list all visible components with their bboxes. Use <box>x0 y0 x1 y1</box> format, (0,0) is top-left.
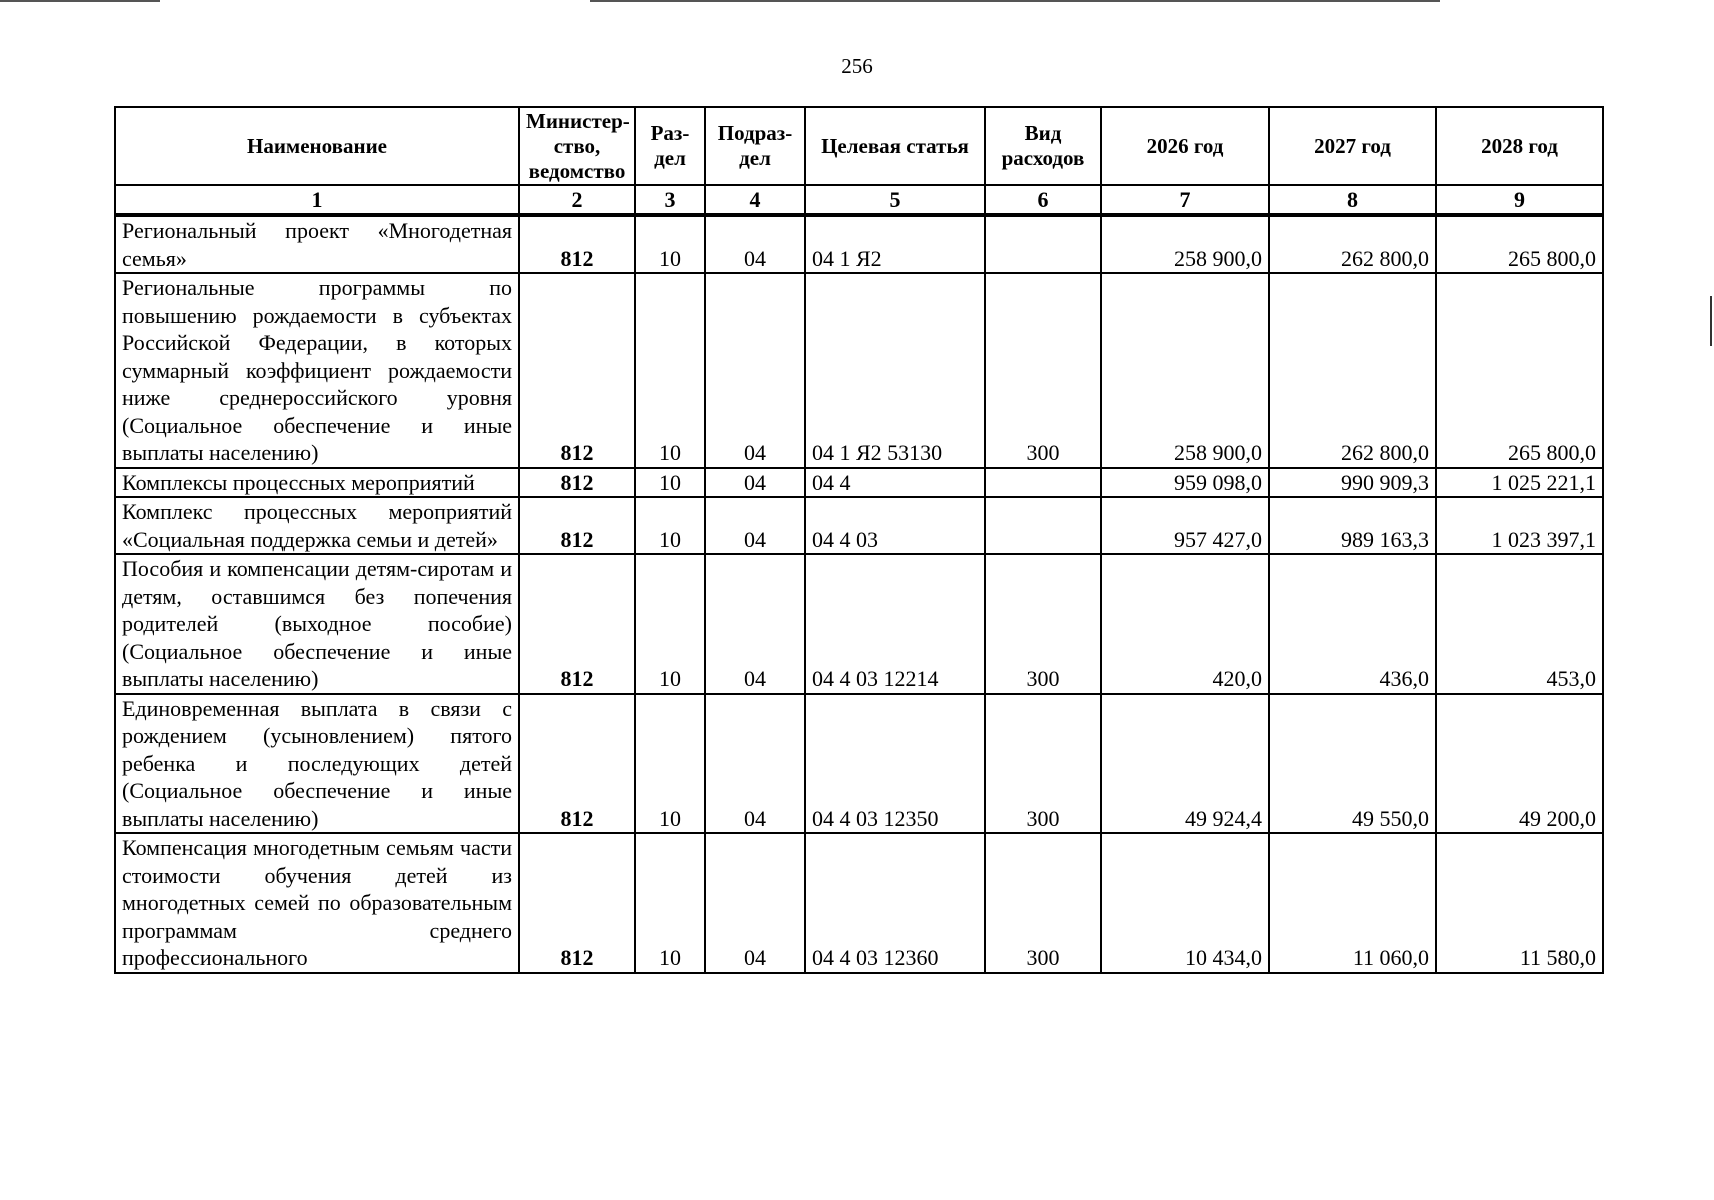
row-subsection: 04 <box>705 497 805 554</box>
table-row <box>115 833 1603 973</box>
scan-edge-line <box>0 0 160 2</box>
column-number: 6 <box>985 185 1101 215</box>
header-row <box>115 107 1603 185</box>
row-2027: 990 909,3 <box>1269 468 1436 498</box>
row-2028: 265 800,0 <box>1436 215 1603 273</box>
row-ministry: 812 <box>519 497 635 554</box>
header-2028: 2028 год <box>1436 107 1603 185</box>
row-name: Пособия и компенсации детям-сиротам и детям, оставшимся без попечения родителей (выходное пособие) (Социальное обеспечение и иные выплаты населению) <box>115 554 519 694</box>
row-2026: 258 900,0 <box>1101 273 1269 468</box>
row-target-article: 04 4 03 12214 <box>805 554 985 694</box>
table-row <box>115 468 1603 498</box>
table-row <box>115 694 1603 834</box>
row-expense-type: 300 <box>985 833 1101 973</box>
header-expense-type: Вид расходов <box>985 107 1101 185</box>
row-subsection: 04 <box>705 215 805 273</box>
row-expense-type <box>985 215 1101 273</box>
column-number: 1 <box>115 185 519 215</box>
column-number: 8 <box>1269 185 1436 215</box>
row-ministry: 812 <box>519 273 635 468</box>
row-name: Региональные программы по повышению рождаемости в субъектах Российской Федерации, в которых суммарный коэффициент рождаемости ниже среднероссийского уровня (Социальное обеспечение и иные выплаты населению) <box>115 273 519 468</box>
row-2028: 265 800,0 <box>1436 273 1603 468</box>
row-section: 10 <box>635 215 705 273</box>
row-section: 10 <box>635 468 705 498</box>
row-target-article: 04 4 03 12360 <box>805 833 985 973</box>
row-name: Комплексы процессных мероприятий <box>115 468 519 498</box>
row-section: 10 <box>635 833 705 973</box>
table-row <box>115 554 1603 694</box>
row-name: Единовременная выплата в связи с рождением (усыновлением) пятого ребенка и последующих детей (Социальное обеспечение и иные выплаты населению) <box>115 694 519 834</box>
header-target-article: Целевая статья <box>805 107 985 185</box>
row-name: Региональный проект «Многодетная семья» <box>115 215 519 273</box>
row-ministry: 812 <box>519 215 635 273</box>
scan-edge-line <box>590 0 1440 2</box>
table-row <box>115 497 1603 554</box>
column-number: 7 <box>1101 185 1269 215</box>
column-number: 9 <box>1436 185 1603 215</box>
row-section: 10 <box>635 273 705 468</box>
row-2027: 436,0 <box>1269 554 1436 694</box>
row-section: 10 <box>635 497 705 554</box>
row-expense-type: 300 <box>985 554 1101 694</box>
row-2028: 49 200,0 <box>1436 694 1603 834</box>
row-target-article: 04 1 Я2 53130 <box>805 273 985 468</box>
row-target-article: 04 1 Я2 <box>805 215 985 273</box>
row-2028: 1 025 221,1 <box>1436 468 1603 498</box>
row-subsection: 04 <box>705 694 805 834</box>
row-subsection: 04 <box>705 833 805 973</box>
row-expense-type: 300 <box>985 694 1101 834</box>
row-target-article: 04 4 03 <box>805 497 985 554</box>
header-subsection: Подраз-дел <box>705 107 805 185</box>
header-name: Наименование <box>115 107 519 185</box>
row-2027: 11 060,0 <box>1269 833 1436 973</box>
row-2026: 258 900,0 <box>1101 215 1269 273</box>
row-name: Комплекс процессных мероприятий «Социальная поддержка семьи и детей» <box>115 497 519 554</box>
header-2027: 2027 год <box>1269 107 1436 185</box>
scan-edge-line <box>1710 296 1712 346</box>
row-2026: 10 434,0 <box>1101 833 1269 973</box>
row-ministry: 812 <box>519 833 635 973</box>
row-subsection: 04 <box>705 554 805 694</box>
row-subsection: 04 <box>705 273 805 468</box>
row-2026: 49 924,4 <box>1101 694 1269 834</box>
row-name: Компенсация многодетным семьям части стоимости обучения детей из многодетных семей по образовательным программам среднего профессионального <box>115 833 519 973</box>
row-2027: 49 550,0 <box>1269 694 1436 834</box>
row-2028: 453,0 <box>1436 554 1603 694</box>
header-ministry: Министер-ство, ведомство <box>519 107 635 185</box>
row-ministry: 812 <box>519 694 635 834</box>
column-number-row <box>115 185 1603 215</box>
row-expense-type <box>985 497 1101 554</box>
row-section: 10 <box>635 554 705 694</box>
row-2026: 420,0 <box>1101 554 1269 694</box>
row-2026: 957 427,0 <box>1101 497 1269 554</box>
row-2027: 262 800,0 <box>1269 215 1436 273</box>
row-section: 10 <box>635 694 705 834</box>
row-ministry: 812 <box>519 468 635 498</box>
header-section: Раз-дел <box>635 107 705 185</box>
row-2027: 989 163,3 <box>1269 497 1436 554</box>
table-row <box>115 215 1603 273</box>
column-number: 3 <box>635 185 705 215</box>
row-2028: 11 580,0 <box>1436 833 1603 973</box>
row-2028: 1 023 397,1 <box>1436 497 1603 554</box>
column-number: 5 <box>805 185 985 215</box>
row-ministry: 812 <box>519 554 635 694</box>
table-row <box>115 273 1603 468</box>
page-number: 256 <box>841 54 873 78</box>
row-expense-type <box>985 468 1101 498</box>
column-number: 2 <box>519 185 635 215</box>
row-target-article: 04 4 03 12350 <box>805 694 985 834</box>
row-2027: 262 800,0 <box>1269 273 1436 468</box>
header-2026: 2026 год <box>1101 107 1269 185</box>
budget-table <box>114 106 1604 974</box>
row-subsection: 04 <box>705 468 805 498</box>
row-2026: 959 098,0 <box>1101 468 1269 498</box>
row-expense-type: 300 <box>985 273 1101 468</box>
column-number: 4 <box>705 185 805 215</box>
row-target-article: 04 4 <box>805 468 985 498</box>
